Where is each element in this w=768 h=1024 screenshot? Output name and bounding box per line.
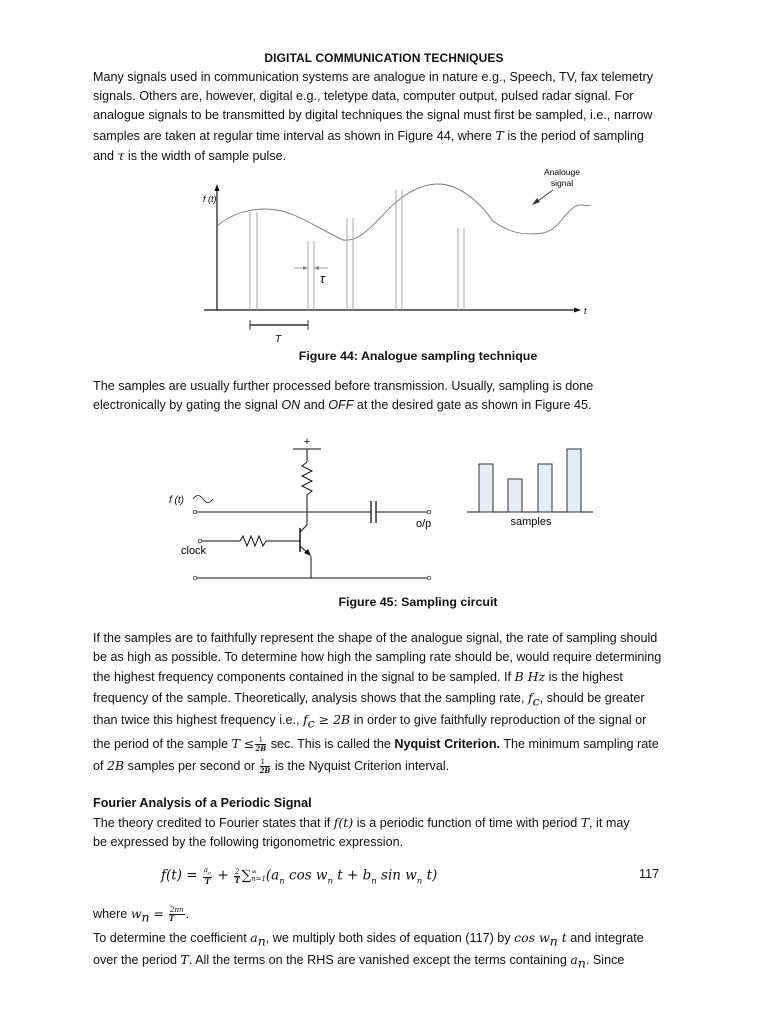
text: sec. This is called the xyxy=(267,737,395,752)
clock-resistor-icon xyxy=(240,536,266,546)
fraction-a0-over-T xyxy=(203,866,212,886)
math-cos: cos w xyxy=(514,929,550,945)
fraction xyxy=(260,758,271,775)
nyquist-criterion-bold: Nyquist Criterion. xyxy=(394,737,501,752)
samples-bars xyxy=(467,449,593,512)
text: . All the terms on the RHS are vanished except the terms containing xyxy=(188,953,571,968)
math-f: f xyxy=(303,712,308,728)
fraction-numerator: 1 xyxy=(260,758,271,767)
para2-line-2 xyxy=(93,396,675,415)
text: over the period xyxy=(93,953,181,968)
math-tau: τ xyxy=(117,147,125,163)
math-T: T xyxy=(180,952,189,968)
off-text: OFF xyxy=(328,398,354,413)
fraction-denominator: T xyxy=(234,875,240,885)
eq-text: sin w xyxy=(376,867,417,884)
intro-line-1: Many signals used in communication systems are analogue in nature e.g., Speech, TV, fax telemetry xyxy=(93,70,654,84)
text: To determine the coefficient xyxy=(93,930,251,945)
eq-sub: n xyxy=(327,876,333,887)
intro-line-2: signals. Others are, however, digital e.g., teletype data, computer output, pulsed radar signal. For xyxy=(93,89,634,104)
paragraph-2 xyxy=(93,377,675,415)
eq-text: cos w xyxy=(284,867,328,884)
signal-label-line2: signal xyxy=(550,178,574,188)
section-heading: Fourier Analysis of a Periodic Signal xyxy=(93,796,312,810)
fraction-numerator: 1 xyxy=(255,736,266,745)
input-label: f (t) xyxy=(169,495,184,506)
text: is the period of sampling xyxy=(503,128,644,143)
fraction-denominator: 2B xyxy=(255,744,267,754)
text: , it may xyxy=(589,816,630,831)
samples-label: samples xyxy=(510,516,552,528)
text: , should be greater xyxy=(539,690,645,705)
intro-line-3: analogue signals to be transmitted by digital techniques the signal must first be sampled, i.e., narrow xyxy=(93,108,653,123)
fourier-section xyxy=(93,794,675,853)
figure-44-sampling-diagram xyxy=(193,160,613,345)
fraction-numerator: 2πn xyxy=(170,906,184,915)
text: . xyxy=(185,907,190,921)
tau-label: τ xyxy=(320,271,325,286)
text: electronically by gating the signal xyxy=(93,398,282,413)
math-sub: c xyxy=(307,715,315,731)
fraction-denominator: 2B xyxy=(259,766,271,776)
para3-line-5 xyxy=(93,710,675,733)
math-sub: n xyxy=(257,933,266,949)
text: than twice this highest frequency i.e., xyxy=(93,713,304,728)
equation-number: 117 xyxy=(639,867,660,881)
eq-sub: n xyxy=(371,876,377,887)
sum-lower: n=1 xyxy=(251,875,266,884)
clock-label: clock xyxy=(181,545,207,557)
para2-line-1: The samples are usually further processed before transmission. Usually, sampling is done xyxy=(93,379,594,393)
x-axis-label: t xyxy=(584,306,587,316)
text: , we multiply both sides of equation (117) by xyxy=(265,930,515,945)
eq-text: t + b xyxy=(332,867,372,884)
signal-label-line1: Analouge xyxy=(544,167,580,177)
fraction-2-over-T xyxy=(234,868,240,885)
fraction-numerator: 2 xyxy=(234,867,240,876)
math-sub: c xyxy=(532,693,540,709)
eq-sub: n xyxy=(416,876,423,887)
text: The theory credited to Fourier states that if xyxy=(93,816,334,831)
paragraph-3 xyxy=(93,629,675,777)
fraction-denominator: T xyxy=(169,914,175,924)
plus-sign: + xyxy=(213,867,233,884)
eq-sub: n xyxy=(279,876,285,887)
math-f: f xyxy=(527,689,533,705)
math-sub: n xyxy=(577,955,586,971)
eq-text: (a xyxy=(265,867,280,884)
figure-44-caption: Figure 44: Analogue sampling technique xyxy=(298,349,538,363)
text: the period of the sample xyxy=(93,737,232,752)
math-T: T xyxy=(495,127,504,143)
math-T-le: T ≤ xyxy=(231,736,255,752)
text: and xyxy=(93,148,118,163)
summation-symbol: ∑ xyxy=(241,867,252,884)
para3-line-2: be as high as possible. To determine how high the sampling rate should be, would require determining xyxy=(93,650,662,665)
sum-upper: ∞ xyxy=(251,868,257,877)
y-axis-label: f (t) xyxy=(203,194,217,204)
text: and integrate xyxy=(566,930,644,945)
text: of xyxy=(93,759,108,774)
eq-lhs: f(t) = xyxy=(161,867,202,884)
text: samples per second or xyxy=(124,759,259,774)
equation-117 xyxy=(161,866,437,886)
math-ft: f(t) xyxy=(333,815,354,831)
period-label: T xyxy=(275,334,282,345)
where-line xyxy=(93,904,675,928)
text: the highest frequency components contained in the signal to be sampled. If xyxy=(93,670,515,685)
sample-pulses xyxy=(250,190,464,310)
para3-line-1: If the samples are to faithfully represent the shape of the analogue signal, the rate of sampling should xyxy=(93,631,658,645)
text: in order to give faithfully reproduction of the signal or xyxy=(350,713,647,728)
math-a: a xyxy=(250,929,258,945)
on-text: ON xyxy=(281,398,301,413)
math-a: a xyxy=(570,952,578,968)
para3-line-6 xyxy=(93,733,675,755)
text: samples are taken at regular time interval as shown in Figure 44, where xyxy=(93,128,496,143)
output-label: o/p xyxy=(416,518,432,530)
final-line-2 xyxy=(93,950,675,973)
fraction-denominator: T xyxy=(204,877,211,887)
para3-line-7 xyxy=(93,755,675,777)
supply-label: + xyxy=(303,436,311,448)
para3-line-4 xyxy=(93,688,675,711)
intro-paragraph xyxy=(93,68,675,166)
document-title: DIGITAL COMMUNICATION TECHNIQUES xyxy=(264,51,504,65)
text: and xyxy=(300,398,329,413)
a0-sub: o xyxy=(208,870,212,877)
final-line-1 xyxy=(93,928,675,951)
section-line-1 xyxy=(93,813,675,833)
text: where xyxy=(93,907,131,921)
resistor-icon xyxy=(302,462,312,495)
eq-text: t) xyxy=(422,867,438,884)
math-sub: n xyxy=(141,909,150,925)
a0: a xyxy=(203,866,209,874)
text: is the width of sample pulse. xyxy=(124,148,287,163)
equals: = xyxy=(149,906,168,921)
final-block xyxy=(93,904,675,973)
math-T: T xyxy=(580,815,590,831)
math-w: w xyxy=(130,906,142,921)
text: is the highest xyxy=(545,670,623,685)
text: frequency of the sample. Theoretically, analysis shows that the sampling rate, xyxy=(93,690,528,705)
math-bhz: B Hz xyxy=(514,669,546,685)
figure-45-sampling-circuit xyxy=(163,432,623,592)
math-2B: 2B xyxy=(107,758,125,774)
intro-line-4 xyxy=(93,126,675,146)
section-line-2: be expressed by the following trigonometric expression. xyxy=(93,835,404,850)
math-relation: ≥ 2B xyxy=(314,712,351,728)
fraction-2pin-over-T xyxy=(169,906,185,923)
fraction xyxy=(255,736,266,753)
text: is the Nyquist Criterion interval. xyxy=(271,759,450,774)
math-t: t xyxy=(557,929,567,945)
para3-line-3 xyxy=(93,667,675,687)
text: is a periodic function of time with period xyxy=(353,816,581,831)
text: at the desired gate as shown in Figure 45. xyxy=(353,398,592,413)
figure-45-caption: Figure 45: Sampling circuit xyxy=(338,595,498,609)
text: . Since xyxy=(585,953,625,968)
text: The minimum sampling rate xyxy=(500,737,659,752)
summation-limits xyxy=(251,869,266,883)
math-sub: n xyxy=(549,933,558,949)
